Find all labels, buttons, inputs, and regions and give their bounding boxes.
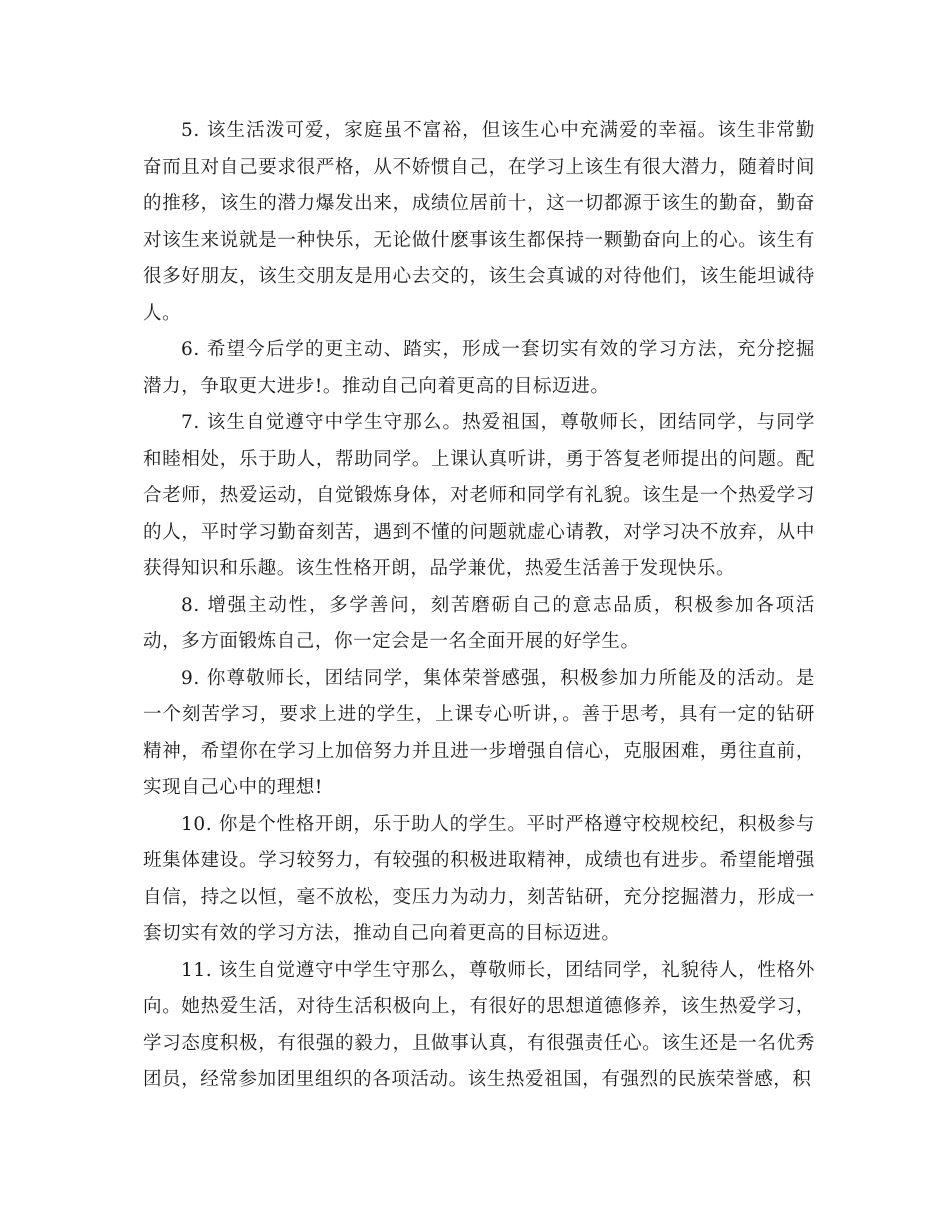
paragraph-8: 8. 增强主动性，多学善问，刻苦磨砺自己的意志品质，积极参加各项活动，多方面锻炼自己，你一定会是一名全面开展的好学生。 [143,594,815,652]
paragraph-5: 5. 该生活泼可爱，家庭虽不富裕，但该生心中充满爱的幸福。该生非常勤奋而且对自己要求很严格，从不娇惯自己，在学习上该生有很大潜力，随着时间的推移，该生的潜力爆发出来，成绩位居前十，这一切都源于该生的勤奋，勤奋对该生来说就是一种快乐，无论做什麽事该生都保持一颗勤奋向上的心。该生有很多好朋友，该生交朋友是用心去交的，该生会真诚的对待他们，该生能坦诚待人。 [143,120,815,324]
paragraph-9: 9. 你尊敬师长，团结同学，集体荣誉感强，积极参加力所能及的活动。是一个刻苦学习，要求上进的学生，上课专心听讲，。善于思考，具有一定的钻研精神，希望你在学习上加倍努力并且进一步增强自信心，克服困难，勇往直前，实现自己心中的理想! [143,667,815,798]
paragraph-11: 11. 该生自觉遵守中学生守那么，尊敬师长，团结同学，礼貌待人，性格外向。她热爱生活，对待生活积极向上，有很好的思想道德修养，该生热爱学习，学习态度积极，有很强的毅力，且做事认真，有很强责任心。该生还是一名优秀团员，经常参加团里组织的各项活动。该生热爱祖国，有强烈的民族荣誉感，积 [143,959,815,1090]
document-body [143,113,815,1099]
paragraph-7: 7. 该生自觉遵守中学生守那么。热爱祖国，尊敬师长，团结同学，与同学和睦相处，乐于助人，帮助同学。上课认真听讲，勇于答复老师提出的问题。配合老师，热爱运动，自觉锻炼身体，对老师和同学有礼貌。该生是一个热爱学习的人，平时学习勤奋刻苦，遇到不懂的问题就虚心请教，对学习决不放弃，从中获得知识和乐趣。该生性格开朗，品学兼优，热爱生活善于发现快乐。 [143,412,815,579]
paragraph-10: 10. 你是个性格开朗，乐于助人的学生。平时严格遵守校规校纪，积极参与班集体建设。学习较努力，有较强的积极进取精神，成绩也有进步。希望能增强自信，持之以恒，毫不放松，变压力为动力，刻苦钻研，充分挖掘潜力，形成一套切实有效的学习方法，推动自己向着更高的目标迈进。 [143,813,815,944]
paragraph-6: 6. 希望今后学的更主动、踏实，形成一套切实有效的学习方法，充分挖掘潜力，争取更大进步!。推动自己向着更高的目标迈进。 [143,339,815,397]
